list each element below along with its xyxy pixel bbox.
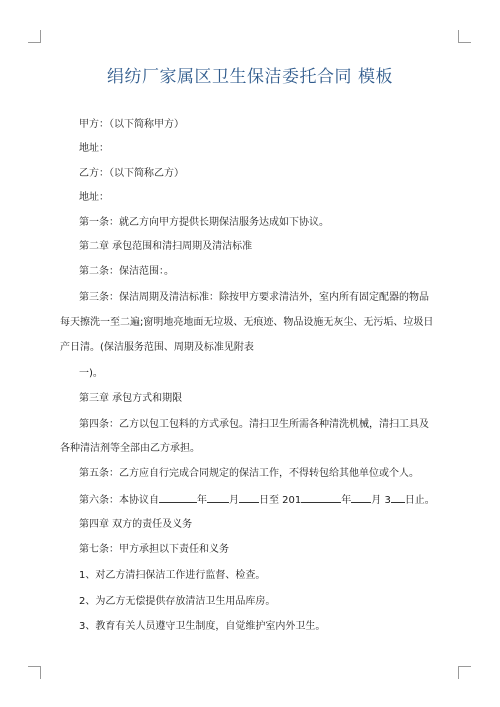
blank-field-year-start <box>159 492 197 503</box>
crop-mark-bottom-left <box>28 666 41 679</box>
article-6-part-3: 月 <box>229 495 239 506</box>
blank-field-year-end <box>301 492 341 503</box>
article-6 <box>79 492 435 508</box>
chapter-3-heading: 第三章 承包方式和期限 <box>79 393 183 404</box>
duty-item-3: 3、教育有关人员遵守卫生制度，自觉维护室内外卫生。 <box>79 621 326 632</box>
duty-item-1: 1、对乙方清扫保洁工作进行监督、检查。 <box>79 570 266 581</box>
article-5: 第五条：乙方应自行完成合同规定的保洁工作，不得转包给其他单位或个人。 <box>79 468 419 479</box>
article-4-line-2: 各种清洁剂等全部由乙方承担。 <box>60 443 200 454</box>
article-6-part-5: 年 <box>341 495 352 506</box>
crop-mark-top-right <box>458 30 471 43</box>
article-6-part-6: 月 3 <box>371 495 391 506</box>
chapter-4-heading: 第四章 双方的责任及义务 <box>79 519 193 530</box>
chapter-2-heading: 第二章 承包范围和清扫周期及清洁标准 <box>79 241 253 252</box>
crop-mark-bottom-right <box>458 666 471 679</box>
article-6-part-4: 日至 201 <box>259 495 302 506</box>
article-1: 第一条：就乙方向甲方提供长期保洁服务达成如下协议。 <box>79 217 329 228</box>
party-b-address: 地址： <box>79 192 109 203</box>
party-b-line: 乙方：（以下简称乙方） <box>79 168 184 179</box>
blank-field-month-end <box>351 492 371 503</box>
article-7: 第七条：甲方承担以下责任和义务 <box>79 544 229 555</box>
blank-field-day-start <box>239 492 259 503</box>
article-6-part-2: 年 <box>197 495 207 506</box>
article-6-part-1: 第六条：本协议自 <box>79 495 159 506</box>
blank-field-day-end <box>391 492 405 503</box>
duty-item-2: 2、为乙方无偿提供存放清洁卫生用品库房。 <box>79 596 276 607</box>
article-3-line-4: 一)。 <box>79 368 103 379</box>
party-a-line: 甲方：（以下简称甲方） <box>79 119 184 130</box>
article-4-line-1: 第四条：乙方以包工包料的方式承包。清扫卫生所需各种清洗机械，清扫工具及 <box>79 419 429 430</box>
crop-mark-top-left <box>28 30 41 43</box>
article-6-part-7: 日止。 <box>404 495 435 506</box>
article-3-line-2: 每天擦洗一至二遍;窗明地亮地面无垃圾、无痕迹、物品设施无灰尘、无污垢、垃圾日 <box>60 317 434 328</box>
party-a-address: 地址： <box>79 143 109 154</box>
document-title: 绢纺厂家属区卫生保洁委托合同 模板 <box>107 67 393 87</box>
blank-field-month-start <box>207 492 229 503</box>
article-3-line-1: 第三条：保洁周期及清洁标准：除按甲方要求清洁外，室内所有固定配器的物品 <box>79 292 429 303</box>
article-3-line-3: 产日清。(保洁服务范围、周期及标准见附表 <box>60 342 254 353</box>
article-2: 第二条：保洁范围：。 <box>79 266 174 277</box>
